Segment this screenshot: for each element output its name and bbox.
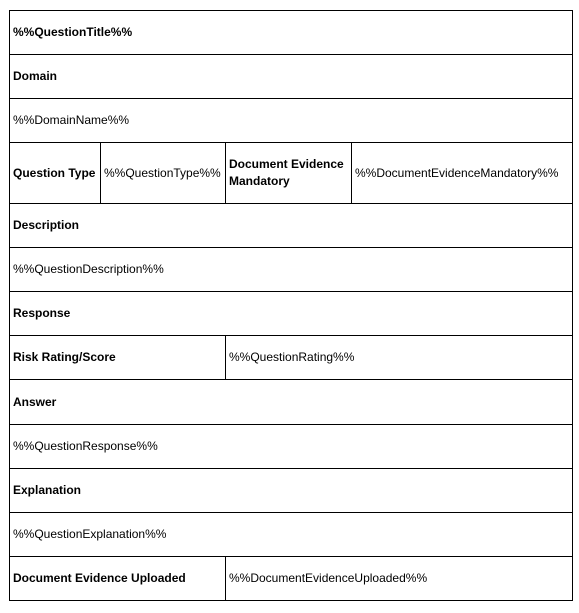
explanation-value-row xyxy=(10,513,573,557)
response-label: Response xyxy=(10,292,573,336)
question-title: %%QuestionTitle%% xyxy=(10,11,573,55)
question-details-table xyxy=(9,10,573,601)
description-label-row xyxy=(10,204,573,248)
doc-evidence-mandatory-label: Document Evidence Mandatory xyxy=(226,143,352,204)
risk-rating-row xyxy=(10,336,573,380)
domain-value-row xyxy=(10,99,573,143)
doc-evidence-uploaded-row xyxy=(10,557,573,601)
answer-label: Answer xyxy=(10,380,573,425)
domain-label-row xyxy=(10,55,573,99)
question-type-row xyxy=(10,143,573,204)
answer-value-row xyxy=(10,425,573,469)
description-label: Description xyxy=(10,204,573,248)
doc-evidence-uploaded-value: %%DocumentEvidenceUploaded%% xyxy=(226,557,573,601)
question-type-label: Question Type xyxy=(10,143,101,204)
description-value: %%QuestionDescription%% xyxy=(10,248,573,292)
explanation-value: %%QuestionExplanation%% xyxy=(10,513,573,557)
doc-evidence-uploaded-label: Document Evidence Uploaded xyxy=(10,557,226,601)
doc-evidence-mandatory-value: %%DocumentEvidenceMandatory%% xyxy=(352,143,573,204)
explanation-label-row xyxy=(10,469,573,513)
domain-label: Domain xyxy=(10,55,573,99)
domain-value: %%DomainName%% xyxy=(10,99,573,143)
question-type-value: %%QuestionType%% xyxy=(101,143,226,204)
explanation-label: Explanation xyxy=(10,469,573,513)
response-label-row xyxy=(10,292,573,336)
answer-value: %%QuestionResponse%% xyxy=(10,425,573,469)
question-title-row xyxy=(10,11,573,55)
description-value-row xyxy=(10,248,573,292)
risk-rating-label: Risk Rating/Score xyxy=(10,336,226,380)
risk-rating-value: %%QuestionRating%% xyxy=(226,336,573,380)
answer-label-row xyxy=(10,380,573,425)
